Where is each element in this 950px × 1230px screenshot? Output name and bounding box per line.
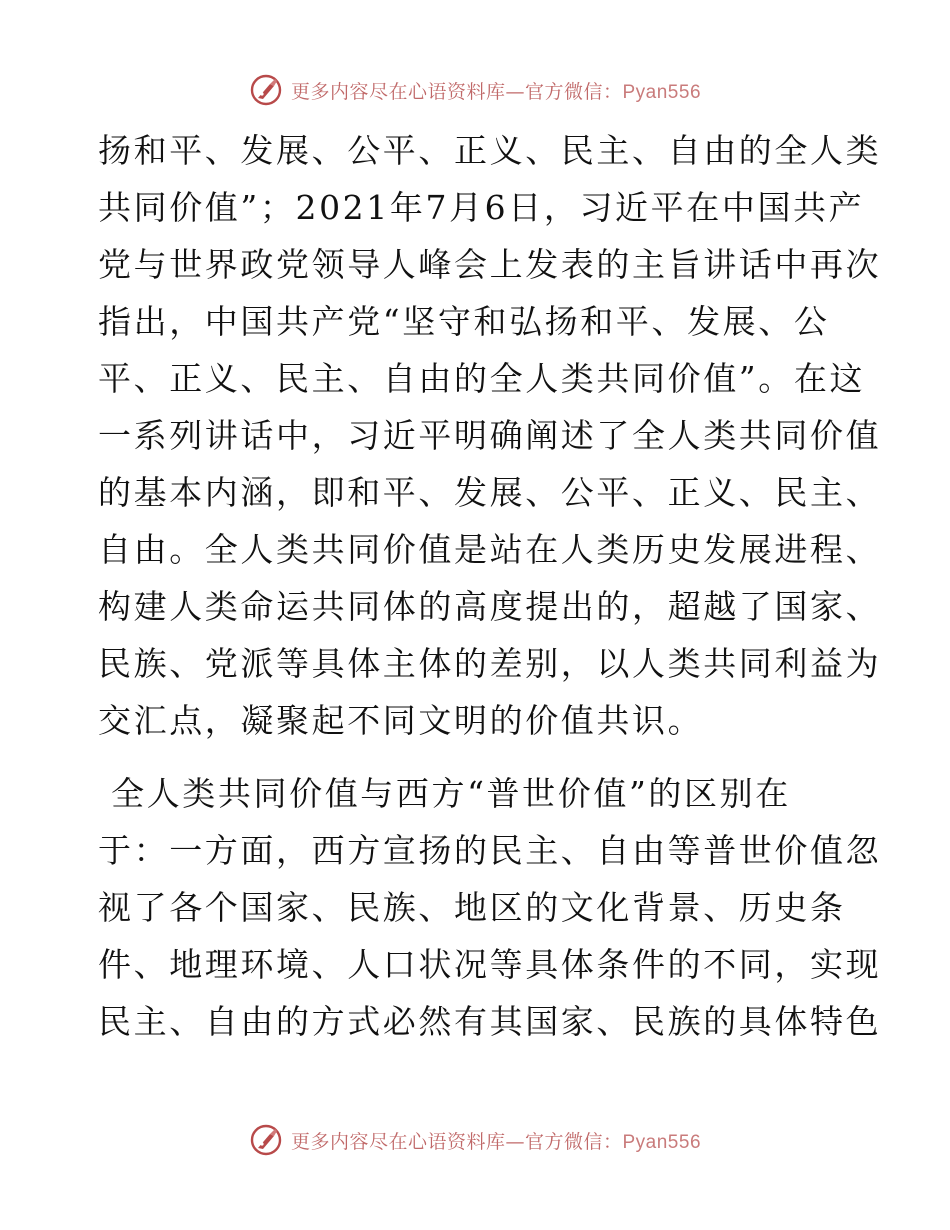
text-line: 指出，中国共产党“坚守和弘扬和平、发展、公 [98,302,830,341]
document-body [98,122,882,1050]
watermark-footer [0,1120,950,1160]
text-line: 自由。全人类共同价值是站在人类历史发展进程、 [98,530,882,569]
pen-nib-logo-icon [249,1123,283,1157]
text-line: 扬和平、发展、公平、正义、民主、自由的全人类 [98,131,882,170]
text-line: 平、正义、民主、自由的全人类共同价值”。在这 [98,359,866,398]
text-line: 的基本内涵，即和平、发展、公平、正义、民主、 [98,473,882,512]
text-line: 党与世界政党领导人峰会上发表的主旨讲话中再次 [98,245,882,284]
text-line: 交汇点，凝聚起不同文明的价值共识。 [98,701,704,740]
text-line: 全人类共同价值与西方“普世价值”的区别在 [98,774,791,813]
text-line: 件、地理环境、人口状况等具体条件的不同，实现 [98,945,882,984]
watermark-header [0,70,950,110]
pen-nib-logo-icon [249,73,283,107]
paragraph-spacer [98,749,858,765]
paragraph-1 [98,122,882,749]
text-line: 共同价值”；2021年7月6日，习近平在中国共产 [98,188,865,227]
text-line: 一系列讲话中，习近平明确阐述了全人类共同价值 [98,416,882,455]
text-line: 视了各个国家、民族、地区的文化背景、历史条 [98,888,846,927]
text-line: 民主、自由的方式必然有其国家、民族的具体特色 [98,1002,882,1041]
text-line: 民族、党派等具体主体的差别，以人类共同利益为 [98,644,882,683]
text-line: 于：一方面，西方宣扬的民主、自由等普世价值忽 [98,831,882,870]
paragraph-2 [98,765,882,1050]
watermark-text: 更多内容尽在心语资料库—官方微信：Pyan556 [290,80,702,103]
text-line: 构建人类命运共同体的高度提出的，超越了国家、 [98,587,882,626]
watermark-text: 更多内容尽在心语资料库—官方微信：Pyan556 [290,1130,702,1153]
